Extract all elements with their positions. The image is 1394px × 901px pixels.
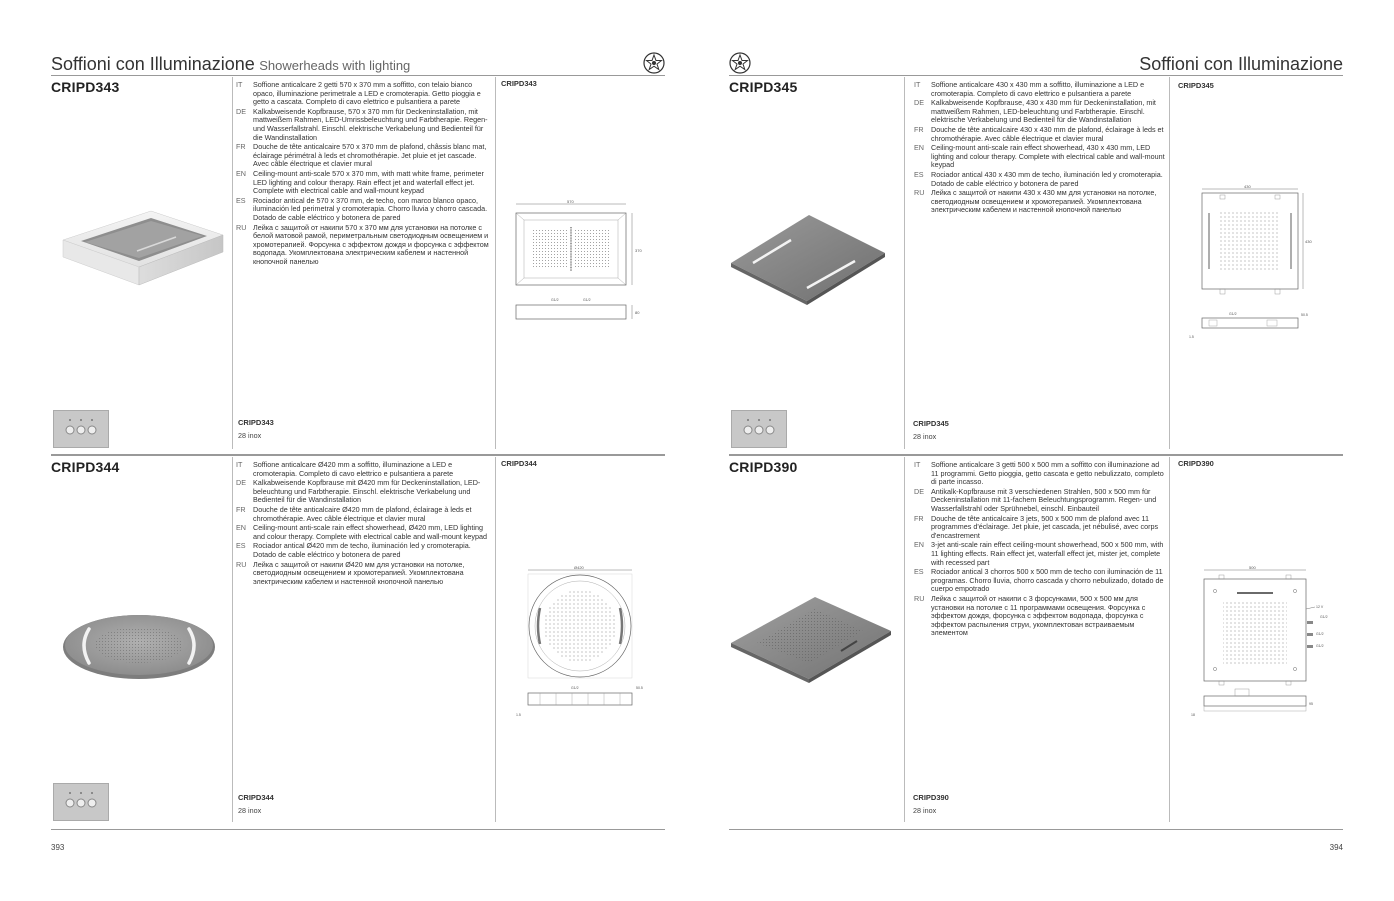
connection-label: G1/2 bbox=[551, 298, 559, 302]
product-block-cripd345 bbox=[729, 77, 1343, 451]
page-subtitle: Showerheads with lighting bbox=[259, 58, 411, 73]
left-page bbox=[51, 0, 665, 901]
lang-code: ES bbox=[914, 567, 924, 577]
lang-code: IT bbox=[914, 460, 921, 469]
connection-label: G1/2 bbox=[583, 298, 591, 302]
lang-code: EN bbox=[236, 168, 246, 178]
description-en bbox=[236, 524, 491, 541]
page-number: 394 bbox=[1329, 843, 1343, 852]
star-logo-icon bbox=[643, 52, 665, 74]
dimension-label: 430 bbox=[1305, 239, 1312, 244]
lang-code: DE bbox=[236, 478, 246, 488]
keypad-icon bbox=[53, 410, 109, 448]
lang-code: RU bbox=[236, 559, 247, 569]
column-divider bbox=[1169, 77, 1170, 449]
lang-code: RU bbox=[914, 593, 925, 603]
lang-text: Лейка с защитой от накипи Ø420 мм для установки на потолке, светодиодным освещением и хромотерапией. Укомплектована электрическим кабелем и настенной кнопочной панелью bbox=[253, 559, 465, 586]
lang-code: EN bbox=[914, 143, 924, 153]
column-divider bbox=[495, 457, 496, 822]
finish-label: 28 inox bbox=[238, 431, 262, 440]
product-descriptions bbox=[914, 81, 1166, 216]
column-divider bbox=[495, 77, 496, 449]
description-it bbox=[914, 461, 1166, 487]
finish-label: 28 inox bbox=[913, 432, 937, 441]
page-title: Soffioni con Illuminazione bbox=[51, 54, 255, 74]
dimension-label: 430 bbox=[1244, 184, 1251, 189]
description-fr bbox=[914, 126, 1166, 143]
description-it bbox=[236, 81, 491, 107]
description-en bbox=[914, 541, 1166, 567]
product-block-cripd390 bbox=[729, 457, 1343, 824]
lang-text: Soffione anticalcare 3 getti 500 x 500 mm a soffitto con illuminazione ad 11 programmi. Getto pioggia, getto cascata e getto nebulizzato, completo di parte incasso. bbox=[931, 460, 1164, 487]
dimension-label: 1.5 bbox=[1189, 335, 1194, 339]
lang-text: Rociador antical 3 chorros 500 x 500 mm de techo con iluminación de 11 programas. Chorro lluvia, chorro cascada y chorro nebulizado, dotado de cuerpo empotrado bbox=[931, 567, 1164, 594]
description-en bbox=[236, 170, 491, 196]
dimension-label: 500 bbox=[1249, 565, 1256, 570]
header-rule bbox=[51, 75, 665, 76]
drawing-label: CRIPD345 bbox=[1178, 81, 1214, 90]
description-es bbox=[914, 171, 1166, 188]
lang-code: RU bbox=[236, 222, 247, 232]
lang-code: FR bbox=[236, 142, 246, 152]
description-de bbox=[914, 488, 1166, 514]
description-de bbox=[236, 108, 491, 142]
keypad-icon bbox=[731, 410, 787, 448]
product-descriptions bbox=[914, 461, 1166, 639]
column-divider bbox=[232, 77, 233, 449]
page-number: 393 bbox=[51, 843, 65, 852]
column-divider bbox=[1169, 457, 1170, 822]
lang-text: Kalkabweisende Kopfbrause, 570 x 370 mm für Deckeninstallation, mit mattweißem Rahmen, LED-Umrissbeleuchtung und Farbtherapie. Regen- und Wasserfallstrahl. Einschl. elektrische Verkabelung und Bedienteil für die Wandinstallation bbox=[253, 106, 488, 142]
lang-text: Soffione anticalcare 2 getti 570 x 370 mm a soffitto, con telaio bianco opaco, illuminazione perimetrale a LED e cromoterapia. Getto pioggia e getto a cascata. Completo di cavo elettrico e pulsantiera a parete bbox=[253, 80, 481, 107]
dimension-label: 570 bbox=[567, 199, 574, 204]
product-sku: CRIPD344 bbox=[51, 459, 120, 475]
product-photo bbox=[729, 587, 894, 692]
lang-code: DE bbox=[914, 486, 924, 496]
lang-text: Antikalk-Kopfbrause mit 3 verschiedenen Strahlen, 500 x 500 mm für Deckeninstallation mit 11-fachem Beleuchtungsprogramm. Regen- und Wasserfallstrahl oder Sprühnebel, einschl. Einbauteil bbox=[931, 486, 1157, 513]
lang-text: Rociador antical Ø420 mm de techo, iluminación led y cromoterapia. Dotado de cable eléctrico y botonera de pared bbox=[253, 541, 471, 559]
technical-drawing bbox=[511, 199, 661, 334]
lang-code: ES bbox=[236, 541, 246, 551]
column-divider bbox=[904, 77, 905, 449]
finish-label: 28 inox bbox=[238, 806, 262, 815]
dimension-label: 18 bbox=[1191, 713, 1195, 717]
connection-label: G1/2 bbox=[1320, 615, 1328, 619]
description-de bbox=[236, 479, 491, 505]
lang-code: IT bbox=[236, 80, 243, 89]
lang-text: Soffione anticalcare 430 x 430 mm a soffitto, illuminazione a LED e cromoterapia. Completo di cavo elettrico e pulsantiera a parete bbox=[931, 80, 1145, 98]
dimension-label: 95 bbox=[1309, 702, 1313, 706]
star-logo-icon bbox=[729, 52, 751, 74]
product-photo bbox=[59, 607, 219, 692]
description-it bbox=[236, 461, 491, 478]
description-fr bbox=[236, 143, 491, 169]
technical-drawing bbox=[516, 562, 656, 727]
product-sku: CRIPD390 bbox=[729, 459, 798, 475]
drawing-label: CRIPD343 bbox=[501, 79, 537, 88]
description-es bbox=[914, 568, 1166, 594]
description-de bbox=[914, 99, 1166, 125]
lang-code: EN bbox=[236, 523, 246, 533]
dimension-label: 50.5 bbox=[1301, 313, 1308, 317]
dimension-label: 80 bbox=[635, 310, 640, 315]
footer-rule bbox=[729, 829, 1343, 830]
footer-sku: CRIPD390 bbox=[913, 793, 949, 802]
voltage-label: 12 V bbox=[1316, 605, 1324, 609]
lang-text: Rociador antical 430 x 430 mm de techo, iluminación led y cromoterapia. Dotado de cable eléctrico y botonera de pared bbox=[931, 169, 1163, 188]
lang-text: Лейка с защитой от накипи 430 x 430 мм для установки на потолке, светодиодным освещением и хромотерапией. Укомплектована электрическим кабелем и настенной кнопочной панелью bbox=[931, 188, 1157, 215]
lang-code: DE bbox=[914, 98, 924, 108]
technical-drawing bbox=[1189, 565, 1339, 730]
lang-text: 3-jet anti-scale rain effect ceiling-mount showerhead, 500 x 500 mm, with 11 lighting effects. Rain effect jet, waterfall effect jet, mister jet, complete with recessed part bbox=[931, 540, 1164, 567]
header-rule bbox=[729, 75, 1343, 76]
description-fr bbox=[236, 506, 491, 523]
lang-text: Ceiling-mount anti-scale 570 x 370 mm, with matt white frame, perimeter LED lighting and colour therapy. Rain effect jet and waterfall effect jet. Complete with electrical cable and wall-mount keypad bbox=[253, 168, 484, 196]
product-photo bbox=[729, 207, 889, 312]
description-en bbox=[914, 144, 1166, 170]
right-page-header bbox=[729, 52, 1343, 76]
lang-code: ES bbox=[236, 195, 246, 205]
dimension-label: 1.5 bbox=[516, 713, 521, 717]
lang-text: Douche de tête anticalcaire 570 x 370 mm de plafond, châssis blanc mat, éclairage périmétral à leds et chromothérapie. Jet pluie et jet cascade. Avec câble électrique et clavier mural bbox=[253, 142, 487, 169]
column-divider bbox=[904, 457, 905, 822]
lang-code: FR bbox=[914, 513, 924, 523]
lang-text: Ceiling-mount anti-scale rain effect showerhead, Ø420 mm, LED lighting and colour therapy. Complete with electrical cable and wall-mount keypad bbox=[253, 523, 487, 541]
lang-code: IT bbox=[914, 80, 921, 89]
description-ru bbox=[914, 189, 1166, 215]
column-divider bbox=[232, 457, 233, 822]
footer-sku: CRIPD345 bbox=[913, 419, 949, 428]
left-page-header bbox=[51, 52, 665, 76]
connection-label: G1/2 bbox=[1316, 644, 1324, 648]
connection-label: G1/2 bbox=[571, 686, 579, 690]
lang-code: FR bbox=[914, 124, 924, 134]
product-descriptions bbox=[236, 81, 491, 267]
footer-sku: CRIPD344 bbox=[238, 793, 274, 802]
left-page-title-text bbox=[51, 54, 410, 75]
lang-text: Kalkabweisende Kopfbrause, 430 x 430 mm für Deckeninstallation, mit mattweißem Rahmen, LED-beleuchtung und Farbtherapie. Einschl. elektrische Verkabelung und Bedienteil für die Wandinstallation bbox=[931, 98, 1156, 125]
description-fr bbox=[914, 515, 1166, 541]
lang-text: Douche de tête anticalcaire 430 x 430 mm de plafond, éclairage à leds et chromothérapie. Avec câble électrique et clavier mural bbox=[931, 124, 1164, 143]
keypad-icon bbox=[53, 783, 109, 821]
product-descriptions bbox=[236, 461, 491, 587]
lang-text: Ceiling-mount anti-scale rain effect showerhead, 430 x 430 mm, LED lighting and colour therapy. Complete with electrical cable and wall-mount keypad bbox=[931, 143, 1165, 170]
lang-text: Kalkabweisende Kopfbrause mit Ø420 mm für Deckeninstallation, LED-beleuchtung und Farbtherapie. Einschl. elektrische Verkabelung und Bedienteil für die Wandinstallation bbox=[253, 478, 481, 505]
lang-code: FR bbox=[236, 504, 246, 514]
lang-text: Douche de tête anticalcaire 3 jets, 500 x 500 mm de plafond avec 11 programmes d'éclairage. Jet pluie, jet cascada, jet nébulisé, avec corps d'encastrement bbox=[931, 513, 1159, 540]
finish-label: 28 inox bbox=[913, 806, 937, 815]
dimension-label: 370 bbox=[635, 248, 642, 253]
lang-text: Лейка с защитой от накипи с 3 форсунками, 500 x 500 мм для установки на потолке с 11 программами освещения. Форсунка с эффектом дождя, форсунка с эффектом водопада, форсунка с эффектом распыления струи, укомплектован встраиваемым элементом bbox=[931, 593, 1146, 638]
product-photo bbox=[51, 205, 226, 300]
technical-drawing bbox=[1187, 183, 1317, 358]
description-it bbox=[914, 81, 1166, 98]
lang-code: IT bbox=[236, 460, 243, 469]
product-sku: CRIPD345 bbox=[729, 79, 798, 95]
lang-text: Soffione anticalcare Ø420 mm a soffitto, illuminazione a LED e cromoterapia. Completo di cavo elettrico e pulsantiera a parete bbox=[253, 460, 454, 478]
drawing-label: CRIPD344 bbox=[501, 459, 537, 468]
section-rule bbox=[729, 454, 1343, 456]
product-sku: CRIPD343 bbox=[51, 79, 120, 95]
right-page bbox=[729, 0, 1343, 901]
right-page-title-text bbox=[1139, 54, 1343, 75]
product-block-cripd343 bbox=[51, 77, 665, 451]
product-block-cripd344 bbox=[51, 457, 665, 824]
description-ru bbox=[236, 561, 491, 587]
section-rule bbox=[51, 454, 665, 456]
dimension-label: Ø420 bbox=[574, 565, 584, 570]
lang-text: Лейка с защитой от накипи 570 x 370 мм для установки на потолке с белой матовой рамой, периметральным светодиодным освещением и хромотерапией. Форсунка с эффектом дождя и форсунка с эффектом водопада. Укомплектована электрическим кабелем и настенной кнопочной панелью bbox=[253, 222, 489, 266]
description-es bbox=[236, 542, 491, 559]
lang-text: Douche de tête anticalcaire Ø420 mm de plafond, éclairage à leds et chromothérapie. Avec câble électrique et clavier mural bbox=[253, 504, 472, 523]
dimension-label: 50.5 bbox=[636, 686, 643, 690]
page-title: Soffioni con Illuminazione bbox=[1139, 54, 1343, 74]
description-ru bbox=[914, 595, 1166, 638]
description-ru bbox=[236, 224, 491, 267]
lang-code: ES bbox=[914, 169, 924, 179]
footer-rule bbox=[51, 829, 665, 830]
footer-sku: CRIPD343 bbox=[238, 418, 274, 427]
lang-text: Rociador antical de 570 x 370 mm, de techo, con marco blanco opaco, iluminación led perimetral y cromoterapia. Chorro lluvia y chorro cascada. Dotado de cable eléctrico y botonera de pared bbox=[253, 195, 488, 222]
description-es bbox=[236, 197, 491, 223]
connection-label: G1/2 bbox=[1229, 312, 1237, 316]
lang-code: EN bbox=[914, 540, 924, 550]
drawing-label: CRIPD390 bbox=[1178, 459, 1214, 468]
connection-label: G1/2 bbox=[1316, 632, 1324, 636]
lang-code: DE bbox=[236, 106, 246, 116]
lang-code: RU bbox=[914, 188, 925, 198]
